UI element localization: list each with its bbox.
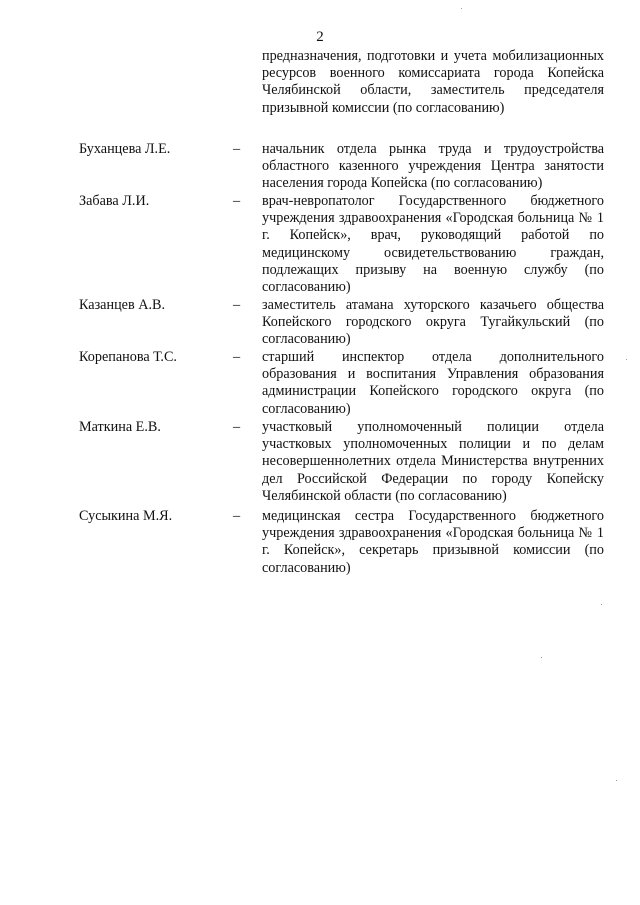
member-name: Сусыкина М.Я.	[79, 508, 173, 524]
member-dash: –	[233, 193, 241, 209]
member-dash: –	[233, 297, 241, 313]
member-dash: –	[233, 419, 241, 435]
scan-speck	[461, 8, 462, 9]
continued-description: предназначения, подготовки и учета мобилизационных ресурсов военного комиссариата города Копейска Челябинской области, заместитель председателя призывной комиссии (по согласованию)	[262, 48, 604, 116]
member-name: Маткина Е.В.	[79, 419, 161, 435]
member-name: Корепанова Т.С.	[79, 349, 177, 365]
member-description: врач-невропатолог Государственного бюджетного учреждения здравоохранения «Городская больница № 1 г. Копейск», врач, руководящий работой по медицинскому освидетельствованию граждан, подлежащих призыву на военную службу (по согласованию)	[262, 193, 604, 296]
member-name: Казанцев А.В.	[79, 297, 166, 313]
member-description: начальник отдела рынка труда и трудоустройства областного казенного учреждения Центра занятости населения города Копейска (по согласованию)	[262, 141, 604, 192]
member-name: Забава Л.И.	[79, 193, 150, 209]
page-number: 2	[316, 29, 324, 45]
member-description: заместитель атамана хуторского казачьего общества Копейского городского округа Тугайкульский (по согласованию)	[262, 297, 604, 348]
member-dash: –	[233, 508, 241, 524]
member-dash: –	[233, 349, 241, 365]
member-dash: –	[233, 141, 241, 157]
member-description: участковый уполномоченный полиции отдела участковых уполномоченных полиции и по делам несовершеннолетних отдела Министерства внутренних дел Российской Федерации по городу Копейску Челябинской области (по согласованию)	[262, 419, 604, 504]
scan-speck	[601, 604, 602, 605]
scan-speck	[626, 359, 627, 360]
member-description: старший инспектор отдела дополнительного образования и воспитания Управления образования администрации Копейского городского округа (по согласованию)	[262, 349, 604, 417]
member-name: Буханцева Л.Е.	[79, 141, 171, 157]
scan-speck	[541, 657, 542, 658]
scan-speck	[616, 780, 617, 781]
member-description: медицинская сестра Государственного бюджетного учреждения здравоохранения «Городская больница № 1 г. Копейск», секретарь призывной комиссии (по согласованию)	[262, 508, 604, 576]
